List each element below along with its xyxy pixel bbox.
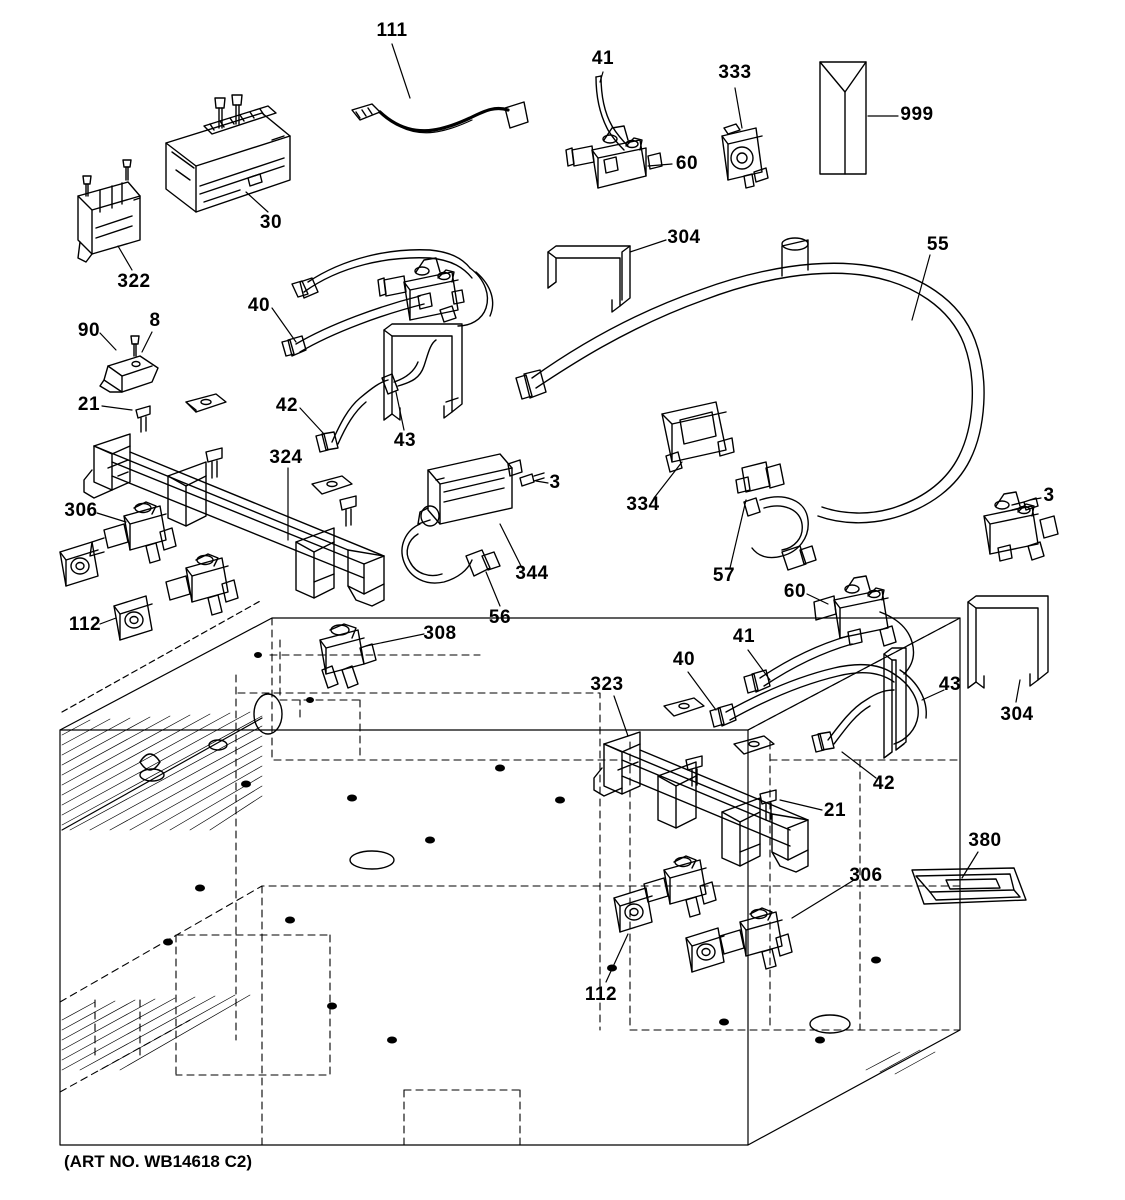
callout-111: 111	[376, 20, 408, 41]
part-56-tube-left	[402, 524, 500, 583]
callout-306-right: 306	[849, 865, 883, 886]
callout-380: 380	[968, 830, 1002, 851]
part-57-fitting	[736, 462, 784, 516]
callout-56: 56	[488, 607, 512, 628]
callout-55: 55	[926, 234, 950, 255]
callout-112-left: 112	[68, 614, 102, 635]
callout-42-right: 42	[872, 773, 896, 794]
cabinet-body	[60, 600, 960, 1145]
callout-334: 334	[626, 494, 660, 515]
callout-43-right: 43	[938, 674, 962, 695]
part-344-solenoid	[418, 454, 544, 526]
part-112-igniter-left-2	[114, 596, 152, 640]
callout-306-left: 306	[64, 500, 98, 521]
part-90-bracket	[100, 356, 158, 392]
callout-41-top: 41	[591, 48, 615, 69]
small-plate-left-1	[186, 394, 226, 412]
bracket-left-lower	[384, 324, 462, 420]
part-21-screw-left	[136, 406, 150, 432]
part-41-tube-top	[596, 76, 628, 150]
callout-21-right: 21	[823, 800, 847, 821]
callout-304-right: 304	[1000, 704, 1034, 725]
part-334-regulator-body	[662, 402, 734, 472]
part-60-valve-top	[566, 126, 662, 188]
part-60-valve-mid-left	[378, 258, 464, 322]
callout-324: 324	[269, 447, 303, 468]
callout-323: 323	[590, 674, 624, 695]
part-333-regulator	[722, 124, 768, 188]
part-56-tube-right	[752, 497, 816, 570]
callout-30: 30	[259, 212, 283, 233]
callout-999: 999	[900, 104, 934, 125]
callout-60-top: 60	[675, 153, 699, 174]
part-112-igniter-left-1	[60, 542, 98, 586]
callout-21-left: 21	[77, 394, 101, 415]
callout-42-left: 42	[275, 395, 299, 416]
part-304-bracket-right	[968, 596, 1048, 688]
callout-43-left: 43	[393, 430, 417, 451]
callout-322: 322	[117, 271, 151, 292]
callout-333: 333	[718, 62, 752, 83]
callout-344: 344	[515, 563, 549, 584]
callout-40-right: 40	[672, 649, 696, 670]
callout-8: 8	[149, 310, 161, 331]
callout-112-right: 112	[584, 984, 618, 1005]
part-111-wire-harness	[352, 102, 528, 133]
callout-40-left: 40	[247, 295, 271, 316]
part-55-gas-line	[516, 238, 984, 523]
part-8-screw	[131, 336, 139, 356]
part-999-instruction-sheet	[820, 62, 866, 174]
callout-308: 308	[423, 623, 457, 644]
part-30-control-module	[166, 95, 290, 212]
part-306-valve-left-1	[90, 502, 176, 563]
callout-3-left: 3	[549, 472, 561, 493]
callout-304-top: 304	[667, 227, 701, 248]
part-21-screw-left-2	[206, 448, 222, 478]
part-322-transformer	[78, 160, 140, 262]
callout-57: 57	[712, 565, 736, 586]
part-40-tube-left	[282, 296, 424, 356]
art-number-label: (ART NO. WB14618 C2)	[64, 1152, 252, 1171]
part-304-bracket-top	[548, 246, 630, 312]
part-306-valve-left-2	[166, 554, 238, 615]
part-21-screw-left-3	[340, 496, 356, 526]
callout-60-right: 60	[783, 581, 807, 602]
callout-3-right: 3	[1043, 485, 1055, 506]
part-42-tube-left	[316, 380, 388, 452]
small-plate-left-2	[312, 476, 352, 494]
callout-41-right: 41	[732, 626, 756, 647]
callout-90: 90	[77, 320, 101, 341]
